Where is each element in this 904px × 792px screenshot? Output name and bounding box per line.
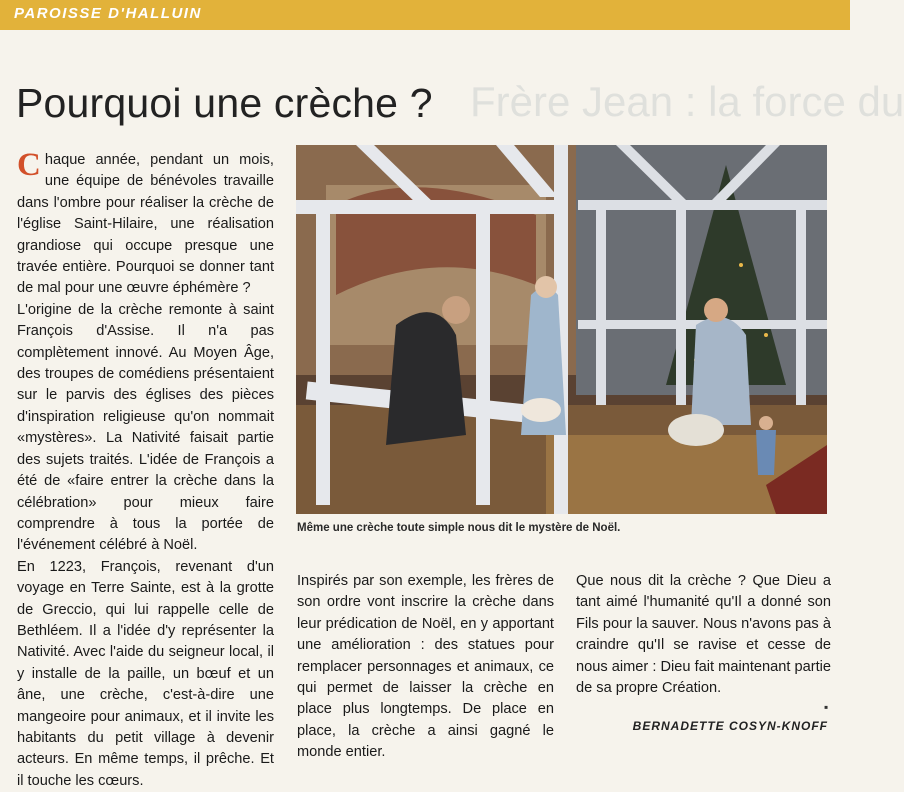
- article-column-3: [576, 571, 831, 699]
- paragraph-franciscans: Inspirés par son exemple, les frères de son ordre vont inscrire la crèche dans leur prédication de Noël, en y apportant une amélioration : des statues pour remplacer personnages et animaux, ce qui permet de laisser la crèche en place plus longtemps. De place en place, la crèche a ainsi gagné le monde entier.: [297, 573, 554, 761]
- paragraph-intro: [17, 147, 274, 300]
- paragraph-intro-text: haque année, pendant un mois, une équipe de bénévoles travaille dans l'ombre pour réaliser la crèche de l'église Saint-Hilaire, une réalisation grandiose qui occupe presque une travée entière. Pourquoi se donner tant de mal pour une œuvre éphémère ?: [17, 152, 274, 297]
- author-byline: BERNADETTE COSYN-KNOFF: [632, 719, 828, 733]
- article-title: Pourquoi une crèche ?: [16, 80, 433, 126]
- photo-caption: Même une crèche toute simple nous dit le mystère de Noël.: [297, 522, 621, 534]
- paragraph-message: Que nous dit la crèche ? Que Dieu a tant aimé l'humanité qu'Il a donné son Fils pour la sauver. Nous n'avons pas à craindre qu'Il se ravise et cesse de nous aimer : Dieu fait maintenant partie de sa propre Création.: [576, 573, 831, 697]
- drop-cap: C: [17, 147, 41, 183]
- article-column-2: [297, 571, 554, 764]
- section-header-band: [0, 0, 850, 30]
- paragraph-greccio: En 1223, François, revenant d'un voyage en Terre Sainte, est à la grotte de Greccio, qui lui rappelle celle de Bethléem. Il a l'idée d'y représenter la Nativité. Avec l'aide du seigneur local, il y installe de la paille, un bœuf et un âne, une crèche, c'est-à-dire une mangeoire pour animaux, et il invite les habitants du petit village à devenir acteurs. En même temps, il prêche. Et il touche les cœurs.: [17, 558, 274, 789]
- paragraph-origin: L'origine de la crèche remonte à saint François d'Assise. Il n'a pas complètement innové. Au Moyen Âge, des troupes de comédiens présentaient sur le parvis des églises des pièces d'inspiration religieuse qu'on nommait «mystères». La Nativité faisait partie des sujets traités. L'idée de François a été de «faire entrer la crèche dans la célébration» pour mieux faire comprendre à tous la portée de l'événement célébré à Noël.: [17, 301, 274, 554]
- section-label: PAROISSE D'HALLUIN: [14, 5, 202, 22]
- show-through-text: Frère Jean : la force du: [470, 78, 904, 125]
- article-column-1: [17, 147, 274, 792]
- end-mark: ▪: [824, 700, 829, 714]
- nativity-scene-photo: [296, 145, 827, 514]
